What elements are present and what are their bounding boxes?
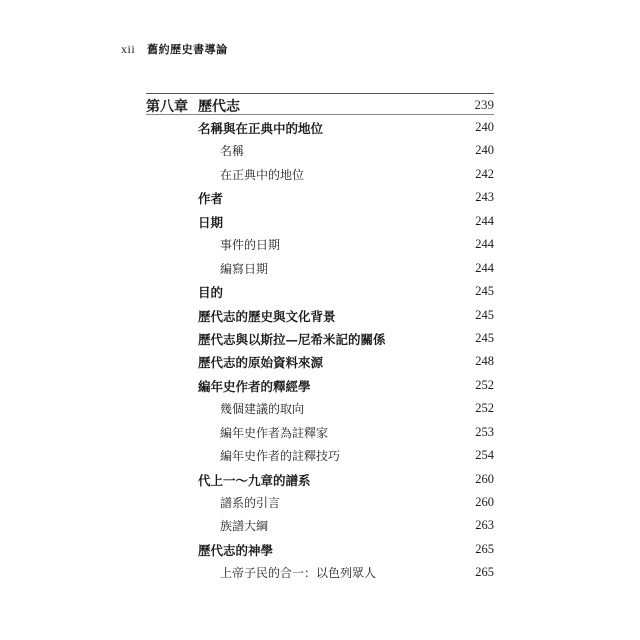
toc-entry-title: 作者 [198,191,224,207]
toc-entry-title: 編年史作者的註釋技巧 [220,449,341,464]
toc-entry-title: 譜系的引言 [220,496,281,510]
toc-entry-page: 240 [475,143,494,158]
toc-entry-title: 幾個建議的取向 [220,402,305,417]
toc-subsection-entry[interactable] [146,560,494,583]
toc-entry-title: 在正典中的地位 [220,167,305,182]
book-title: 舊約歷史書導論 [147,43,228,56]
toc-entry-page: 244 [475,213,494,228]
toc-entry-page: 253 [475,424,494,439]
toc-entry-page: 245 [475,330,494,345]
toc-entry-title: 編年史作者為註釋家 [220,425,329,440]
chapter-page-number: 239 [474,97,494,112]
toc-entry-page: 265 [475,565,494,580]
toc-entry-title: 日期 [198,214,224,230]
toc-entry-title: 族譜大綱 [220,519,269,534]
toc-entry-page: 254 [475,448,494,463]
toc-subsection-entry[interactable] [146,420,494,443]
page-folio: xii [121,42,136,56]
toc-entry-page: 252 [475,401,494,416]
toc-section-entry[interactable] [146,467,494,490]
toc-entry-title: 歷代志的原始資料來源 [198,355,324,371]
toc-entry-title: 名稱 [220,144,245,159]
toc-subsection-entry[interactable] [146,138,494,161]
toc-subsection-entry[interactable] [146,513,494,536]
toc-entry-title: 歷代志的歷史與文化背景 [198,308,336,324]
toc-entry-page: 245 [475,307,494,322]
toc-subsection-entry[interactable] [146,162,494,185]
toc-entry-title: 代上一～九章的譜系 [198,472,311,488]
chapter-name: 歷代志 [198,99,240,115]
toc-subsection-entry[interactable] [146,396,494,419]
toc-entries [146,115,494,584]
toc-entry-title: 歷代志的神學 [198,542,274,558]
toc-entry-title: 目的 [198,285,224,301]
toc-entry-page: 263 [475,518,494,533]
toc-entry-page: 252 [475,377,494,392]
toc-entry-page: 244 [475,237,494,252]
toc-subsection-entry[interactable] [146,232,494,255]
toc-entry-page: 245 [475,284,494,299]
toc-section-entry[interactable] [146,326,494,349]
toc-entry-page: 240 [475,120,494,134]
toc-subsection-entry[interactable] [146,256,494,279]
toc-entry-title: 名稱與在正典中的地位 [198,121,324,136]
table-of-contents [146,93,494,584]
toc-entry-title: 事件的日期 [220,238,281,253]
toc-entry-page: 260 [475,471,494,486]
toc-entry-page: 260 [475,495,494,509]
toc-section-entry[interactable] [146,537,494,560]
toc-entry-page: 265 [475,541,494,556]
toc-entry-page: 248 [475,354,494,369]
toc-subsection-entry[interactable] [146,490,494,513]
toc-entry-page: 244 [475,260,494,275]
toc-section-entry[interactable] [146,373,494,396]
chapter-title [146,96,240,116]
toc-entry-page: 242 [475,166,494,181]
toc-section-entry[interactable] [146,303,494,326]
toc-entry-title: 上帝子民的合一：以色列眾人 [220,566,377,581]
toc-section-entry[interactable] [146,349,494,372]
toc-section-entry[interactable] [146,209,494,232]
toc-entry-title: 編年史作者的釋經學 [198,378,311,394]
toc-section-entry[interactable] [146,279,494,302]
chapter-number: 第八章 [146,99,188,115]
running-header [121,41,228,57]
toc-section-entry[interactable] [146,115,494,138]
toc-entry-title: 歷代志與以斯拉—尼希米記的關係 [198,331,386,347]
toc-section-entry[interactable] [146,185,494,208]
chapter-heading-row[interactable] [146,93,494,115]
toc-subsection-entry[interactable] [146,443,494,466]
toc-entry-title: 編寫日期 [220,261,269,276]
toc-entry-page: 243 [475,190,494,205]
